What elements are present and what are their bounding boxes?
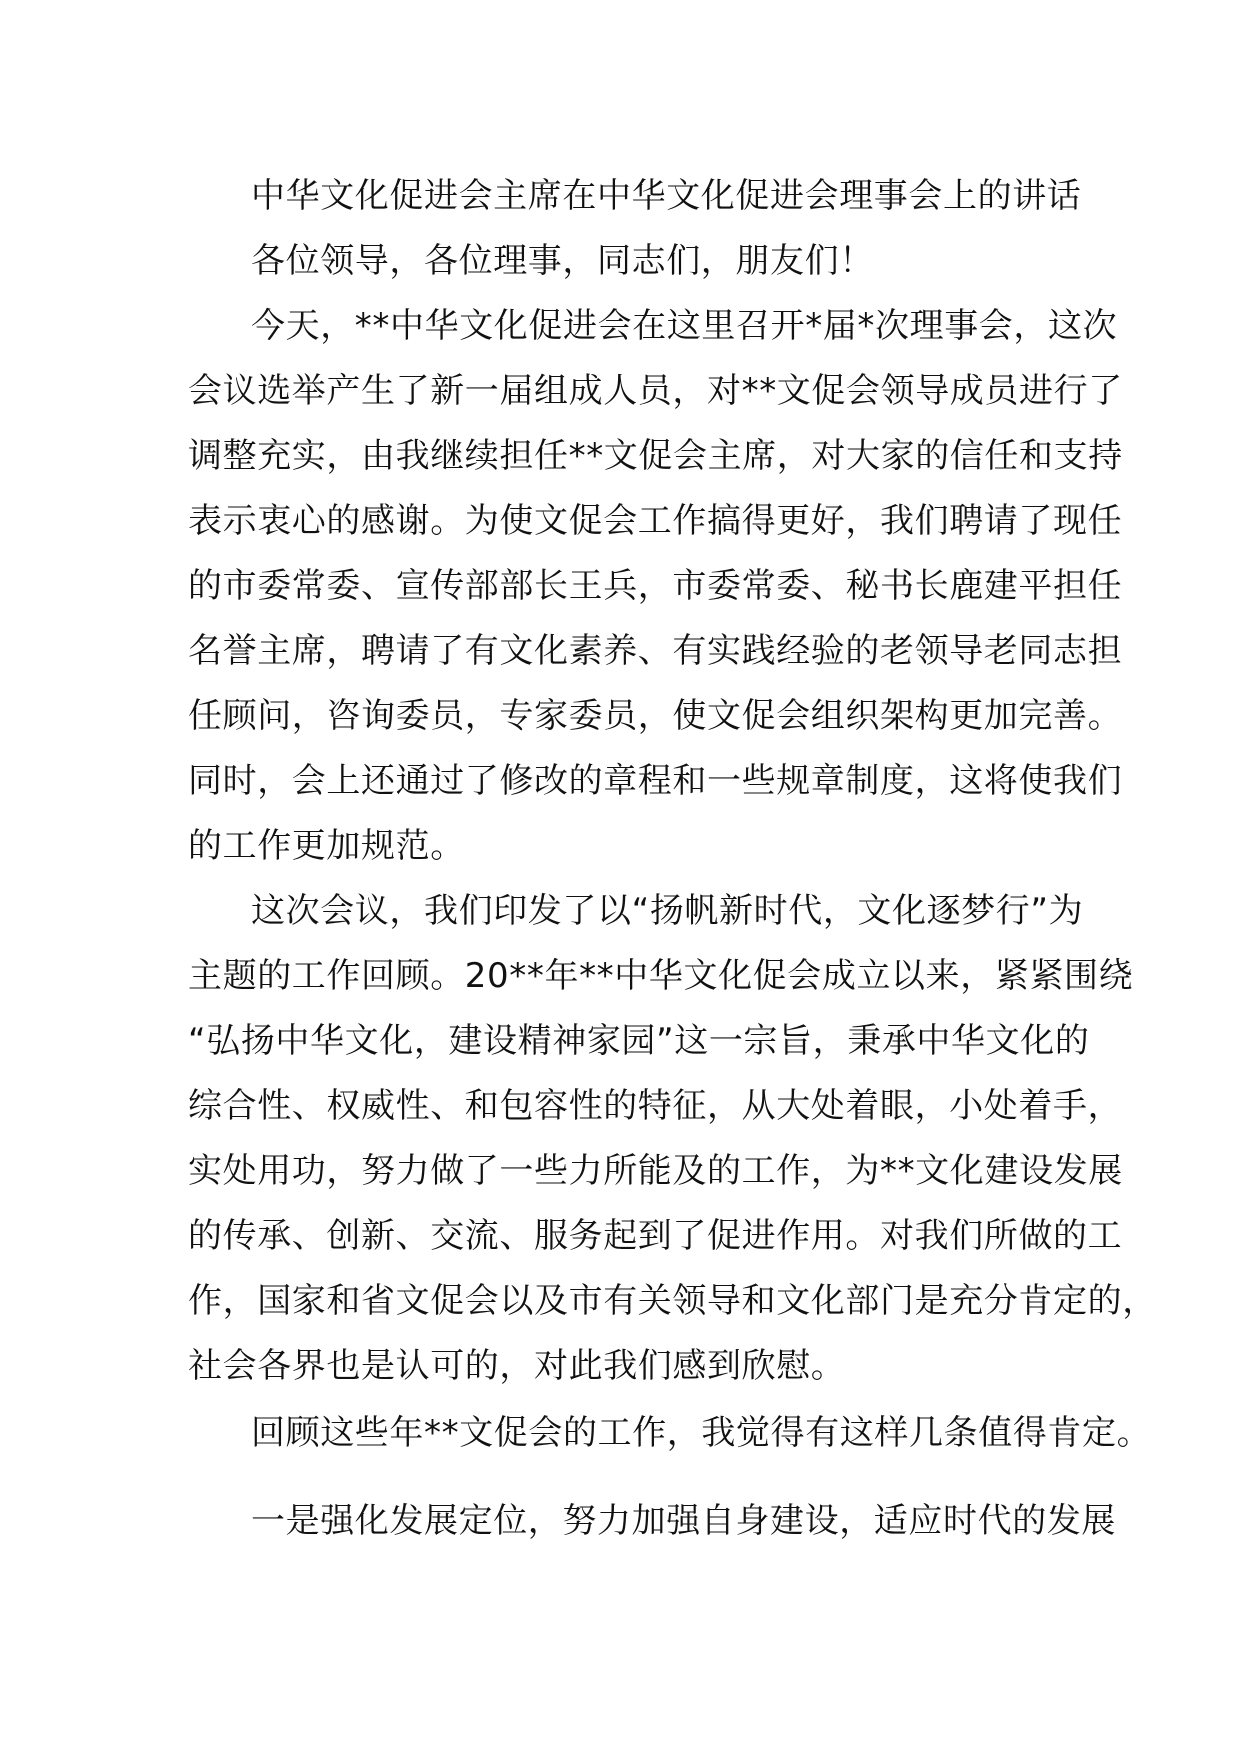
paragraph-line: 的市委常委、宣传部部长王兵，市委常委、秘书长鹿建平担任 <box>188 566 1123 606</box>
paragraph-line: 同时，会上还通过了修改的章程和一些规章制度，这将使我们 <box>188 761 1123 801</box>
paragraph-line: 的传承、创新、交流、服务起到了促进作用。对我们所做的工 <box>188 1216 1123 1256</box>
paragraph-line: 一是强化发展定位，努力加强自身建设，适应时代的发展 <box>251 1501 1116 1541</box>
paragraph-line: 今天，**中华文化促进会在这里召开*届*次理事会，这次 <box>251 306 1118 346</box>
paragraph-line: 表示衷心的感谢。为使文促会工作搞得更好，我们聘请了现任 <box>188 501 1123 541</box>
paragraph-line: 作，国家和省文促会以及市有关领导和文化部门是充分肯定的， <box>188 1281 1157 1321</box>
paragraph-line: 任顾问，咨询委员，专家委员，使文促会组织架构更加完善。 <box>188 696 1123 736</box>
salutation: 各位领导，各位理事，同志们，朋友们！ <box>251 241 874 281</box>
paragraph-line: 实处用功，努力做了一些力所能及的工作，为**文化建设发展 <box>188 1151 1123 1191</box>
paragraph-line: 会议选举产生了新一届组成人员，对**文促会领导成员进行了 <box>188 371 1123 411</box>
paragraph-line: 的工作更加规范。 <box>188 826 465 866</box>
paragraph-line: 回顾这些年**文促会的工作，我觉得有这样几条值得肯定。 <box>251 1413 1152 1453</box>
paragraph-line: 名誉主席，聘请了有文化素养、有实践经验的老领导老同志担 <box>188 631 1123 671</box>
paragraph-line: 这次会议，我们印发了以“扬帆新时代，文化逐梦行”为 <box>251 891 1084 931</box>
paragraph-line: 社会各界也是认可的，对此我们感到欣慰。 <box>188 1346 846 1386</box>
paragraph-line: 综合性、权威性、和包容性的特征，从大处着眼，小处着手， <box>188 1086 1123 1126</box>
paragraph-line: 主题的工作回顾。20**年**中华文化促会成立以来，紧紧围绕 <box>188 956 1134 996</box>
document-title: 中华文化促进会主席在中华文化促进会理事会上的讲话 <box>251 176 1082 216</box>
paragraph-line: “弘扬中华文化，建设精神家园”这一宗旨，秉承中华文化的 <box>188 1021 1090 1061</box>
paragraph-line: 调整充实，由我继续担任**文促会主席，对大家的信任和支持 <box>188 436 1123 476</box>
